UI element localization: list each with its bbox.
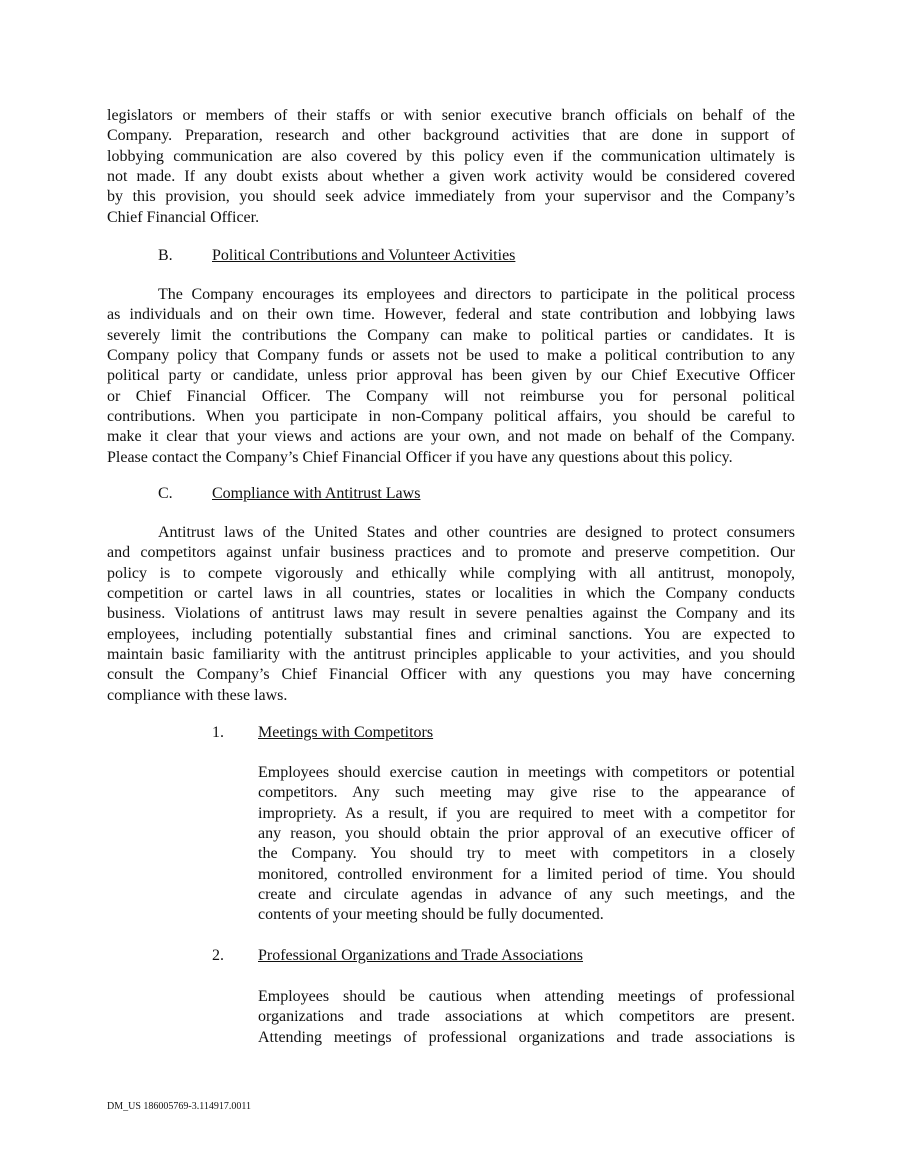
text-line: organizations and trade associations at which competitors are present. [258, 1008, 795, 1026]
text-line: Chief Financial Officer. [107, 208, 260, 226]
subsection-title: Meetings with Competitors [258, 724, 434, 741]
paragraph-antitrust [107, 523, 795, 706]
text-line: lobbying communication are also covered by this policy even if the communication ultimately is [107, 147, 795, 165]
text-line: competitors. Any such meeting may give rise to the appearance of [258, 784, 795, 802]
text-line: The Company encourages its employees and directors to participate in the political process [158, 286, 795, 303]
text-line: any reason, you should obtain the prior approval of an executive officer of [258, 825, 795, 843]
text-line: consult the Company’s Chief Financial Officer with any questions you may have concerning [107, 666, 795, 684]
section-number: B. [158, 247, 173, 264]
document-footer-id: DM_US 186005769-3.114917.0011 [107, 1101, 251, 1112]
text-line: Antitrust laws of the United States and other countries are designed to protect consumers [158, 524, 795, 541]
text-line: policy is to compete vigorously and ethically while complying with all antitrust, monopoly, [107, 564, 795, 582]
text-line: contributions. When you participate in non-Company political affairs, you should be careful to [107, 408, 795, 426]
paragraph-lobbying-continued [107, 106, 795, 228]
paragraph-professional-organizations [258, 987, 795, 1048]
text-line: maintain basic familiarity with the antitrust principles applicable to your activities, and you should [107, 646, 795, 664]
text-line: competition or cartel laws in all countries, states or localities in which the Company conducts [107, 585, 795, 603]
text-line: legislators or members of their staffs or with senior executive branch officials on behalf of the [107, 107, 795, 124]
paragraph-political-contributions [107, 285, 795, 468]
text-line: Please contact the Company’s Chief Financial Officer if you have any questions about this policy. [107, 448, 733, 466]
section-title: Compliance with Antitrust Laws [212, 485, 421, 502]
text-line: by this provision, you should seek advice immediately from your supervisor and the Company’s [107, 188, 795, 206]
text-line: compliance with these laws. [107, 686, 288, 704]
text-line: political party or candidate, unless prior approval has been given by our Chief Executive Officer [107, 367, 795, 385]
text-line: business. Violations of antitrust laws may result in severe penalties against the Company and its [107, 605, 795, 623]
text-line: Attending meetings of professional organizations and trade associations is [258, 1028, 795, 1046]
text-line: the Company. You should try to meet with competitors in a closely [258, 845, 795, 863]
text-line: as individuals and on their own time. However, federal and state contribution and lobbying laws [107, 306, 795, 324]
text-line: impropriety. As a result, if you are required to meet with a competitor for [258, 804, 795, 822]
text-line: create and circulate agendas in advance of any such meetings, and the [258, 886, 795, 904]
text-line: contents of your meeting should be fully documented. [258, 906, 604, 924]
text-line: Company. Preparation, research and other background activities that are done in support of [107, 127, 795, 145]
text-line: monitored, controlled environment for a limited period of time. You should [258, 865, 795, 883]
text-line: or Chief Financial Officer. The Company will not reimburse you for personal political [107, 387, 795, 405]
text-line: and competitors against unfair business practices and to promote and preserve competition. Our [107, 544, 795, 562]
text-line: Employees should exercise caution in meetings with competitors or potential [258, 764, 795, 781]
subsection-number: 1. [212, 724, 224, 741]
section-number: C. [158, 485, 173, 502]
section-title: Political Contributions and Volunteer Activities [212, 247, 516, 264]
text-line: not made. If any doubt exists about whether a given work activity would be considered covered [107, 168, 795, 186]
text-line: Employees should be cautious when attending meetings of professional [258, 988, 795, 1005]
text-line: employees, including potentially substantial fines and criminal sanctions. You are expected to [107, 625, 795, 643]
subsection-title: Professional Organizations and Trade Associations [258, 947, 584, 964]
text-line: make it clear that your views and actions are your own, and not made on behalf of the Company. [107, 428, 795, 446]
text-line: Company policy that Company funds or assets not be used to make a political contribution to any [107, 347, 795, 365]
paragraph-meetings-with-competitors [258, 763, 795, 926]
text-line: severely limit the contributions the Company can make to political parties or candidates. It is [107, 326, 795, 344]
subsection-number: 2. [212, 947, 224, 964]
